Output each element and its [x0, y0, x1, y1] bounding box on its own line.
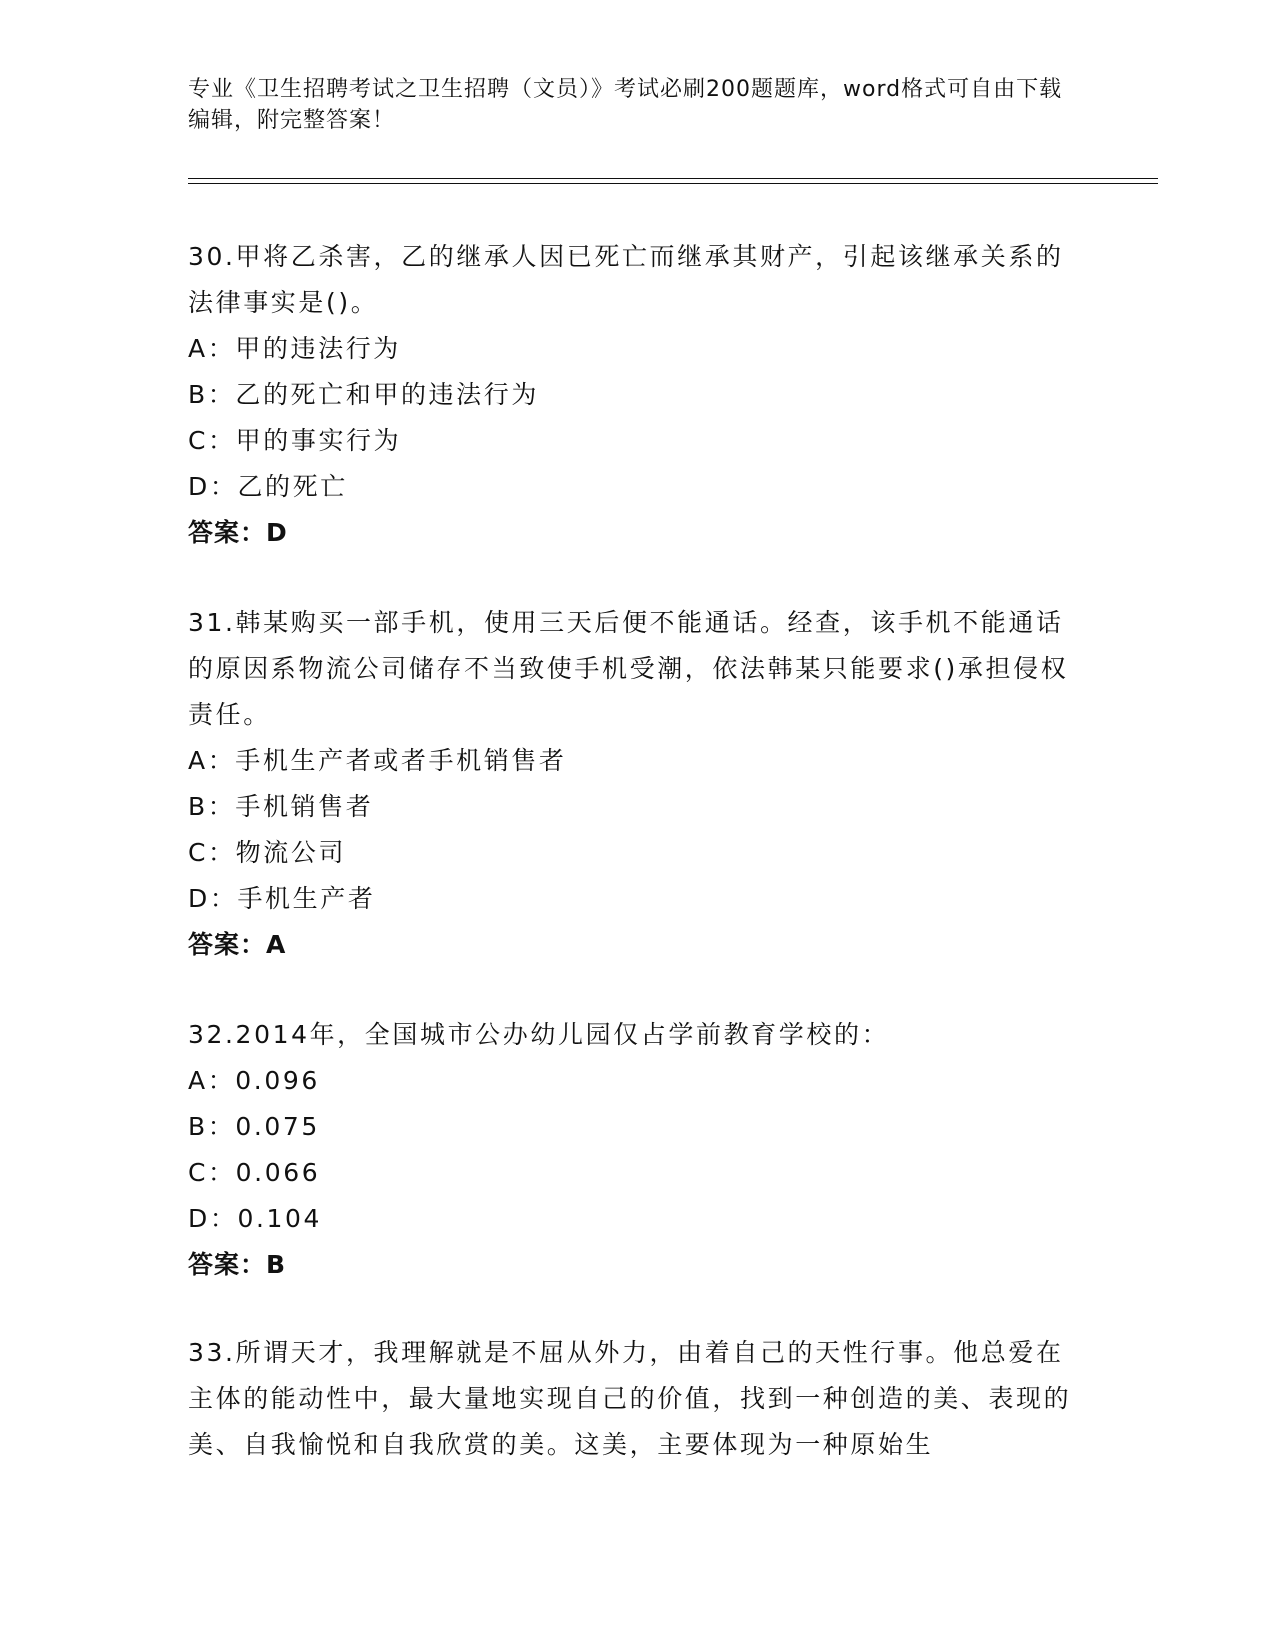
- option-b: B：乙的死亡和甲的违法行为: [188, 380, 539, 409]
- question-stem: 33.所谓天才，我理解就是不屈从外力，由着自己的天性行事。他总爱在主体的能动性中，最大量地实现自己的价值，找到一种创造的美、表现的美、自我愉悦和自我欣赏的美。这美，主要体现为一种原始生: [188, 1338, 1072, 1459]
- question-stem: 31.韩某购买一部手机，使用三天后便不能通话。经查，该手机不能通话的原因系物流公司储存不当致使手机受潮，依法韩某只能要求()承担侵权责任。: [188, 608, 1069, 729]
- header-rule-top: [188, 178, 1158, 179]
- question-stem: 32.2014年，全国城市公办幼儿园仅占学前教育学校的：: [188, 1020, 890, 1049]
- question-32: [188, 1012, 1088, 1288]
- answer: 答案：D: [188, 518, 288, 547]
- answer: 答案：B: [188, 1250, 287, 1279]
- question-stem: 30.甲将乙杀害，乙的继承人因已死亡而继承其财产，引起该继承关系的法律事实是()。: [188, 242, 1064, 317]
- option-d: D：手机生产者: [188, 884, 376, 913]
- option-c: C：甲的事实行为: [188, 426, 402, 455]
- option-b: B：手机销售者: [188, 792, 374, 821]
- option-d: D：0.104: [188, 1204, 323, 1233]
- option-c: C：物流公司: [188, 838, 347, 867]
- option-a: A：手机生产者或者手机销售者: [188, 746, 567, 775]
- option-a: A：甲的违法行为: [188, 334, 401, 363]
- option-b: B：0.075: [188, 1112, 320, 1141]
- header-rule-bottom: [188, 183, 1158, 184]
- answer: 答案：A: [188, 930, 287, 959]
- option-d: D：乙的死亡: [188, 472, 348, 501]
- document-header: 专业《卫生招聘考试之卫生招聘（文员）》考试必刷200题题库，word格式可自由下载编辑，附完整答案！: [188, 77, 1063, 133]
- question-33: [188, 1330, 1088, 1468]
- question-31: [188, 600, 1088, 968]
- option-a: A：0.096: [188, 1066, 320, 1095]
- option-c: C：0.066: [188, 1158, 321, 1187]
- question-30: [188, 234, 1088, 556]
